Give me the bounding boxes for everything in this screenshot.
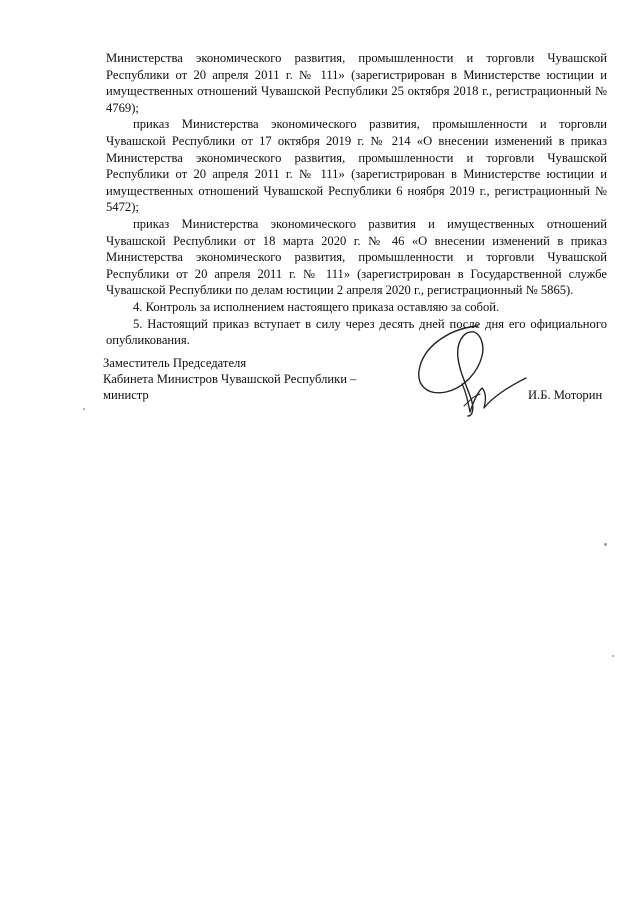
scan-speck <box>604 543 607 546</box>
scan-speck <box>612 655 614 657</box>
paragraph-item-4: 4. Контроль за исполнением настоящего приказа оставляю за собой. <box>133 299 500 314</box>
scan-speck <box>83 408 85 410</box>
handwritten-signature <box>412 322 532 420</box>
paragraph-registration-4769: Министерства экономического развития, промышленности и торговли Чувашской Республики от 20 апреля 2011 г. № 111» (зарегистрирован в Министерстве юстиции и имущественных отношений Чувашской Республики 25 октября 2018 г., регистрационный № 4769); <box>106 51 607 115</box>
paragraph-item-5: 5. Настоящий приказ вступает в силу через десять дней после дня его официального опубликования. <box>106 316 607 348</box>
signer-name: И.Б. Моторин <box>528 388 603 402</box>
document-body <box>106 50 607 349</box>
position-line: Заместитель Председателя <box>103 356 247 370</box>
paragraph-order-46: приказ Министерства экономического развития и имущественных отношений Чувашской Республики от 18 марта 2020 г. № 46 «О внесении изменений в приказ Министерства экономического развития, промышленности и торговли Чувашской Республики от 20 апреля 2011 г. № 111» (зарегистрирован в Государственной службе Чувашской Республики по делам юстиции 2 апреля 2020 г., регистрационный № 5865). <box>106 216 607 298</box>
position-line: Кабинета Министров Чувашской Республики – <box>103 372 357 386</box>
signatory-position <box>103 355 356 403</box>
paragraph-order-214: приказ Министерства экономического развития, промышленности и торговли Чувашской Республики от 17 октября 2019 г. № 214 «О внесении изменений в приказ Министерства экономического развития, промышленности и торговли Чувашской Республики от 20 апреля 2011 г. № 111» (зарегистрирован в Министерстве юстиции и имущественных отношений Чувашской Республики 6 ноября 2019 г., регистрационный № 5472); <box>106 117 607 215</box>
position-line: министр <box>103 388 149 402</box>
